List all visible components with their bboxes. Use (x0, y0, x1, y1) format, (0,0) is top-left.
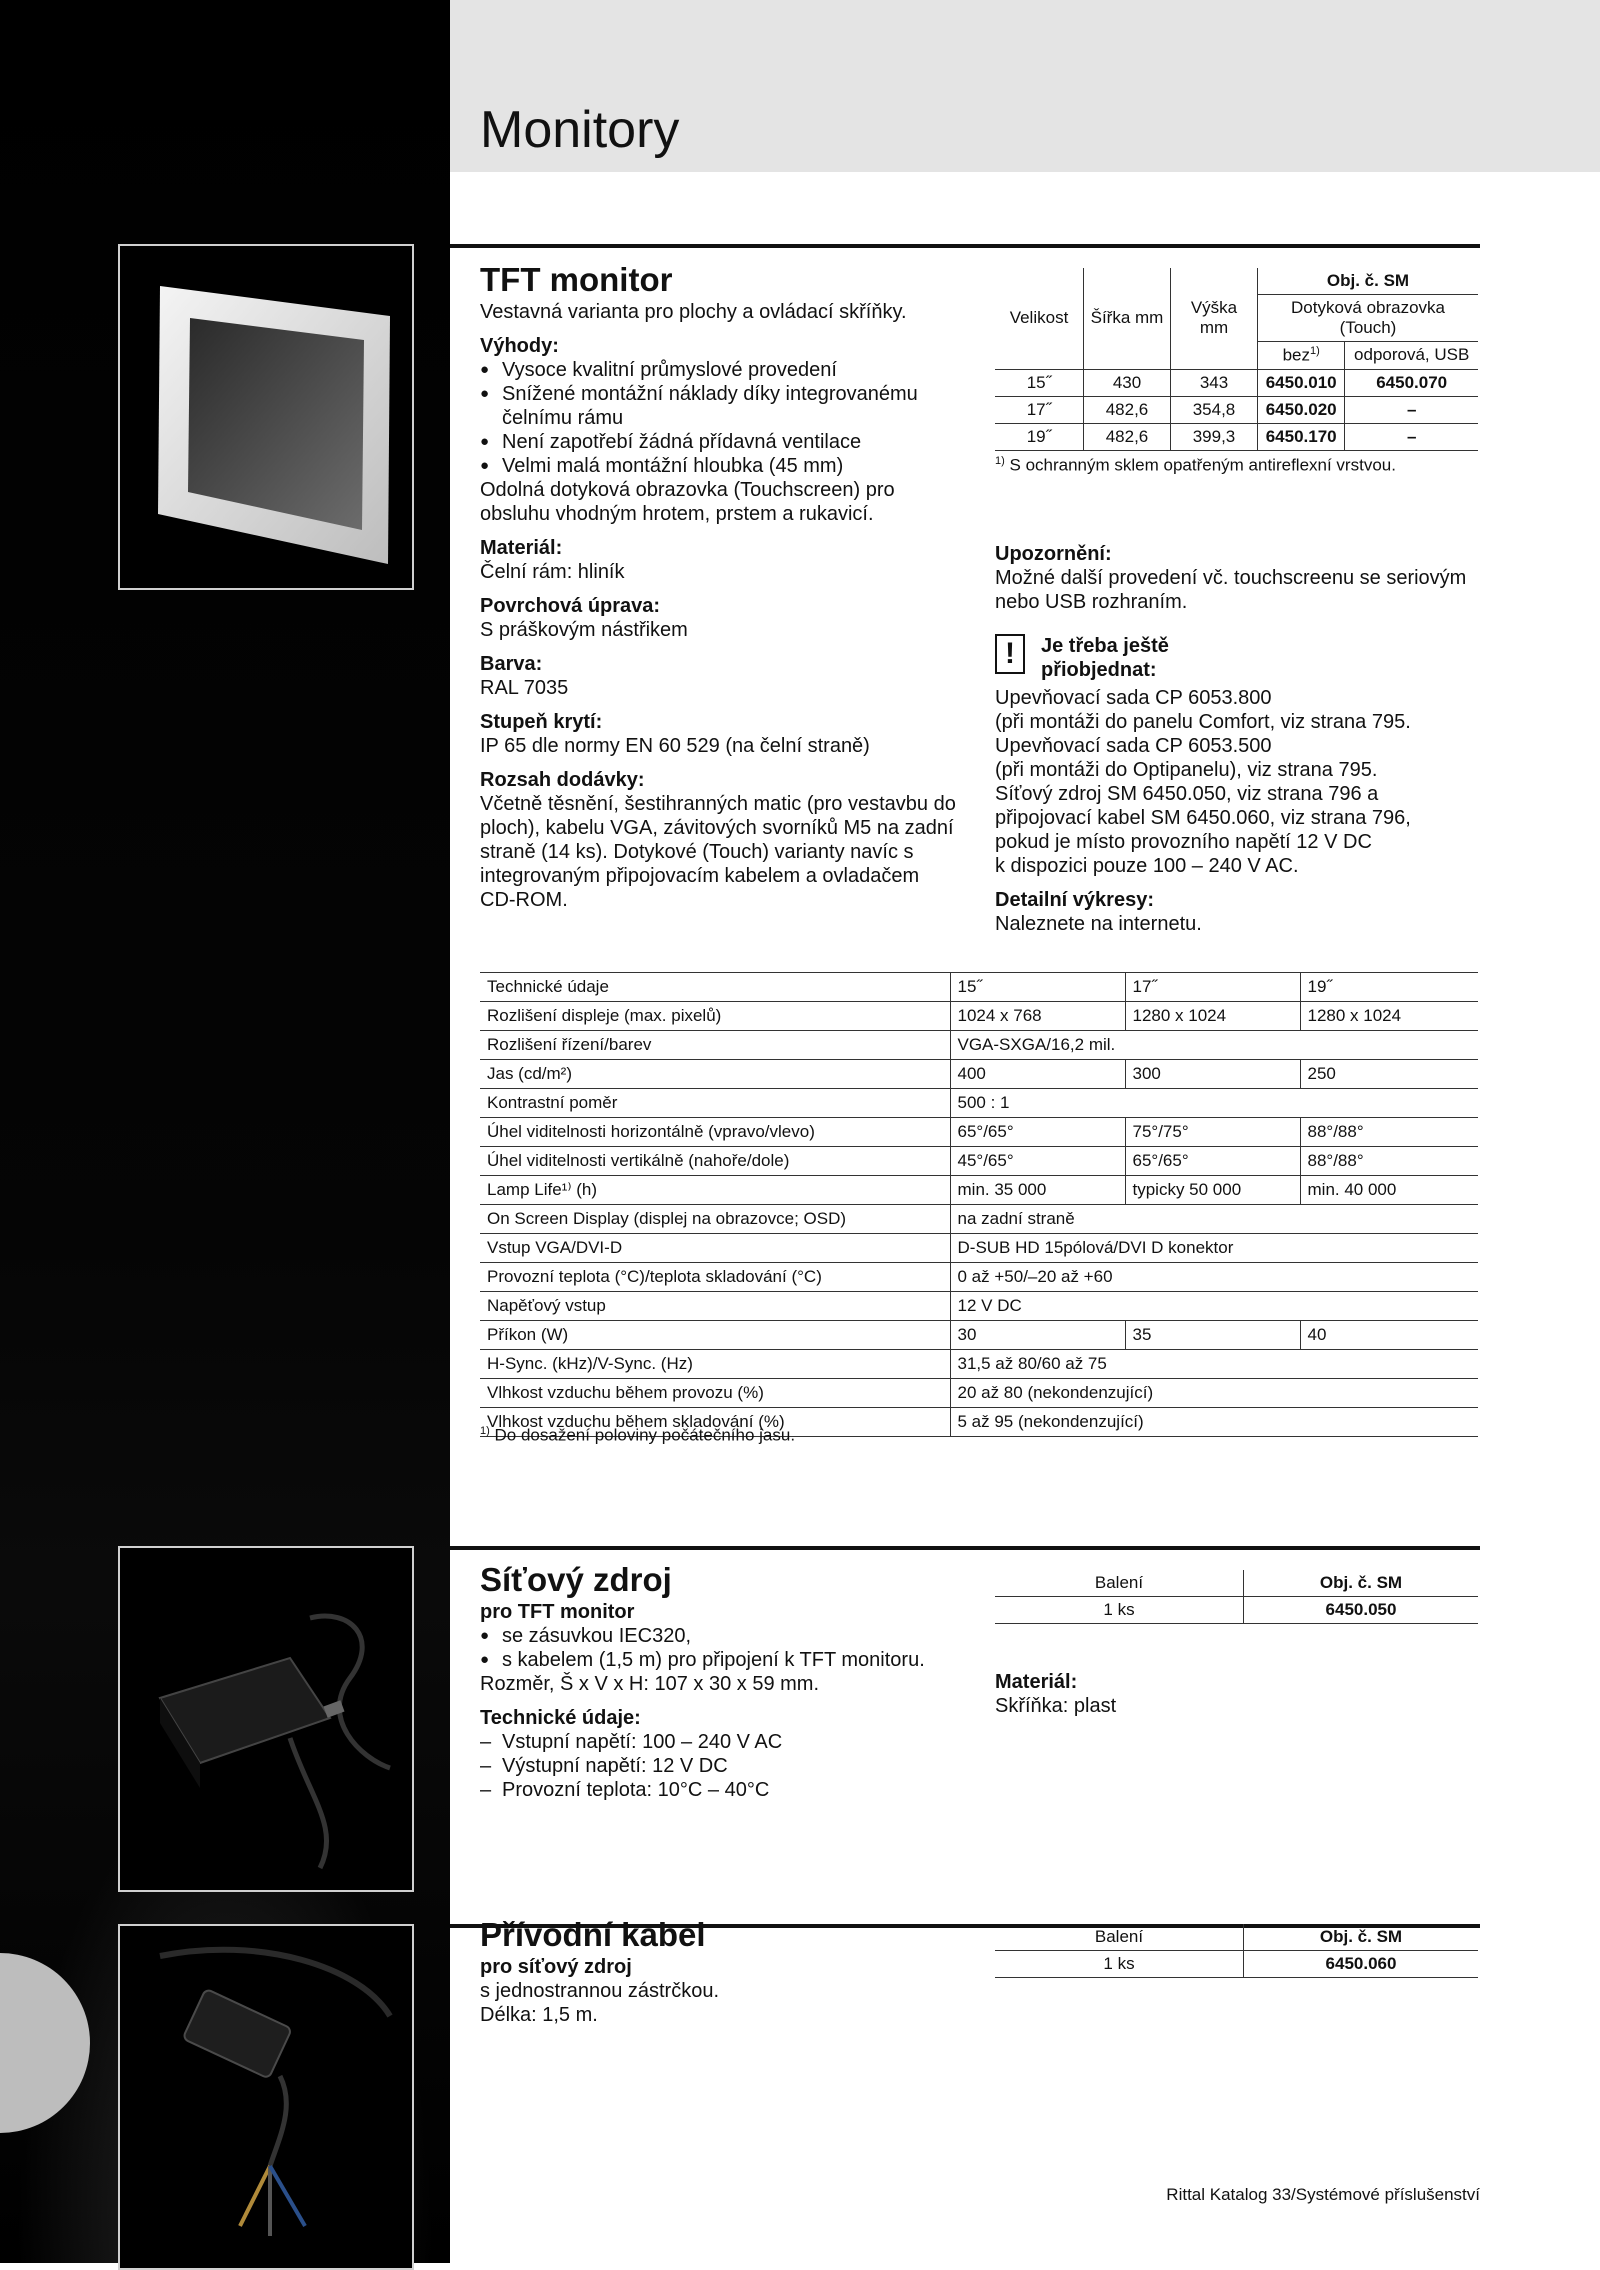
section-rule-tft (450, 244, 1480, 248)
tech-value-cell: 15˝ (950, 973, 1125, 1002)
page-title: Monitory (480, 101, 680, 159)
table-row (480, 973, 1478, 1002)
table-row (480, 1321, 1478, 1350)
surface-value: S práškovým nástřikem (480, 619, 688, 641)
psu-subheading: pro TFT monitor (480, 1601, 635, 1623)
cell-width: 482,6 (1084, 396, 1171, 423)
tech-param-cell: Kontrastní poměr (480, 1089, 950, 1118)
tft-monitor-photo (118, 244, 414, 590)
col-pack-header: Balení (995, 1570, 1244, 1597)
cable-order-block (995, 1924, 1478, 1978)
tft-heading: TFT monitor (480, 261, 673, 298)
exclamation-icon: ! (995, 634, 1025, 674)
order-extra-line: Síťový zdroj SM 6450.050, viz strana 796 a (995, 783, 1379, 805)
section-rule-psu (450, 1546, 1480, 1550)
cell-size: 15˝ (995, 369, 1084, 396)
col-height-header: Výška mm (1171, 268, 1258, 369)
tft-order-table (995, 268, 1478, 451)
psu-tech-item: – Výstupní napětí: 12 V DC (480, 1754, 970, 1778)
order-extra-line: pokud je místo provozního napětí 12 V DC (995, 831, 1372, 853)
psu-tech-item: – Provozní teplota: 10°C – 40°C (480, 1778, 970, 1802)
psu-bullet: ● se zásuvkou IEC320, (480, 1624, 970, 1648)
cable-order-table (995, 1924, 1478, 1978)
tech-value-cell: D-SUB HD 15pólová/DVI D konektor (950, 1234, 1478, 1263)
tech-param-cell: Úhel viditelnosti vertikálně (nahoře/dole) (480, 1147, 950, 1176)
table-row (480, 1234, 1478, 1263)
power-supply-photo (118, 1546, 414, 1892)
tech-value-cell: 500 : 1 (950, 1089, 1478, 1118)
tech-param-cell: Vlhkost vzduchu během skladování (%) (480, 1408, 950, 1437)
order-extra-line: připojovací kabel SM 6450.060, viz strana 796, (995, 807, 1411, 829)
material-value: Čelní rám: hliník (480, 561, 625, 583)
order-table-footnote: $^{1)}$ S ochranným sklem opatřeným antireflexní vrstvou. (995, 454, 1396, 475)
tech-param-cell: On Screen Display (displej na obrazovce; OSD) (480, 1205, 950, 1234)
tech-param-cell: Jas (cd/m²) (480, 1060, 950, 1089)
order-extra-line: k dispozici pouze 100 – 240 V AC. (995, 855, 1299, 877)
table-row (480, 1118, 1478, 1147)
table-row (995, 369, 1478, 396)
tech-param-cell: Vlhkost vzduchu během provozu (%) (480, 1379, 950, 1408)
table-row (995, 1597, 1478, 1624)
cell-order-no-touch: – (1345, 423, 1478, 450)
supply-value: Včetně těsnění, šestihranných matic (pro vestavbu do ploch), kabelu VGA, závitových svorníků M5 na zadní straně (14 ks). Dotykové (Touch) varianty navíc s integrovaným připojovacím kabelem a ovladačem CD-ROM. (480, 793, 956, 911)
tech-param-cell: Provozní teplota (°C)/teplota skladování (°C) (480, 1263, 950, 1292)
cell-order-no-touch: – (1345, 396, 1478, 423)
table-row (480, 1089, 1478, 1118)
order-extra-line: (při montáži do Optipanelu), viz strana 795. (995, 759, 1378, 781)
psu-heading: Síťový zdroj (480, 1561, 672, 1598)
table-row (480, 1292, 1478, 1321)
cell-order-no-touch: 6450.070 (1345, 369, 1478, 396)
tech-value-cell: min. 40 000 (1300, 1176, 1478, 1205)
tech-value-cell: 5 až 95 (nekondenzující) (950, 1408, 1478, 1437)
tech-param-cell: Lamp Life¹⁾ (h) (480, 1176, 950, 1205)
table-row (480, 1350, 1478, 1379)
order-extra-heading (995, 634, 1478, 682)
tech-value-cell: 19˝ (1300, 973, 1478, 1002)
cell-order-no: 6450.170 (1258, 423, 1345, 450)
cell-order-no: 6450.050 (1244, 1597, 1479, 1624)
touch-note: Odolná dotyková obrazovka (Touchscreen) pro obsluhu vhodným hrotem, prstem a rukavicí. (480, 479, 895, 525)
col-pack-header: Balení (995, 1924, 1244, 1951)
table-row (995, 1951, 1478, 1978)
cell-height: 343 (1171, 369, 1258, 396)
tech-value-cell: 40 (1300, 1321, 1478, 1350)
tech-param-cell: Úhel viditelnosti horizontálně (vpravo/vlevo) (480, 1118, 950, 1147)
cell-size: 19˝ (995, 423, 1084, 450)
cell-pack: 1 ks (995, 1951, 1244, 1978)
psu-order-block (995, 1570, 1478, 1718)
advantage-item: ● Není zapotřebí žádná přídavná ventilace (480, 430, 960, 454)
drawings-value: Naleznete na internetu. (995, 913, 1202, 935)
order-extra-line: Upevňovací sada CP 6053.500 (995, 735, 1272, 757)
tech-value-cell: VGA-SXGA/16,2 mil. (950, 1031, 1478, 1060)
protection-label: Stupeň krytí: (480, 711, 603, 733)
psu-material-value: Skříňka: plast (995, 1695, 1117, 1717)
tech-param-cell: Vstup VGA/DVI-D (480, 1234, 950, 1263)
cell-order-no: 6450.020 (1258, 396, 1345, 423)
note-value: Možné další provedení vč. touchscreenu se seriovým nebo USB rozhraním. (995, 567, 1467, 613)
tech-param-cell: Technické údaje (480, 973, 950, 1002)
table-row (995, 396, 1478, 423)
tech-value-cell: 88°/88° (1300, 1147, 1478, 1176)
psu-dimensions: Rozměr, Š x V x H: 107 x 30 x 59 mm. (480, 1673, 820, 1695)
table-row (480, 1176, 1478, 1205)
order-extra-line: Upevňovací sada CP 6053.800 (995, 687, 1272, 709)
table-row (995, 423, 1478, 450)
psu-description (480, 1560, 970, 1802)
advantage-item: ● Snížené montážní náklady díky integrovanému čelnímu rámu (480, 382, 960, 430)
cable-line: Délka: 1,5 m. (480, 2004, 598, 2026)
tech-value-cell: 31,5 až 80/60 až 75 (950, 1350, 1478, 1379)
cable-subheading: pro síťový zdroj (480, 1956, 632, 1978)
tech-value-cell: 65°/65° (950, 1118, 1125, 1147)
tech-param-cell: H-Sync. (kHz)/V-Sync. (Hz) (480, 1350, 950, 1379)
cell-width: 482,6 (1084, 423, 1171, 450)
psu-tech-item: – Vstupní napětí: 100 – 240 V AC (480, 1730, 970, 1754)
tech-param-cell: Napěťový vstup (480, 1292, 950, 1321)
power-cable-photo (118, 1924, 414, 2270)
surface-label: Povrchová úprava: (480, 595, 661, 617)
tech-value-cell: 35 (1125, 1321, 1300, 1350)
tft-description (480, 260, 960, 912)
table-row (480, 1379, 1478, 1408)
col-without-header: bez$^{1)}$ (1258, 342, 1345, 370)
cell-size: 17˝ (995, 396, 1084, 423)
table-row (480, 1002, 1478, 1031)
cable-description (480, 1915, 970, 2027)
col-size-header: Velikost (995, 268, 1084, 369)
tech-value-cell: 30 (950, 1321, 1125, 1350)
tech-value-cell: 20 až 80 (nekondenzující) (950, 1379, 1478, 1408)
tech-value-cell: 1280 x 1024 (1300, 1002, 1478, 1031)
advantage-item: ● Vysoce kvalitní průmyslové provedení (480, 358, 960, 382)
tech-value-cell: min. 35 000 (950, 1176, 1125, 1205)
tech-value-cell: typicky 50 000 (1125, 1176, 1300, 1205)
tech-value-cell: 65°/65° (1125, 1147, 1300, 1176)
tech-param-cell: Rozlišení řízení/barev (480, 1031, 950, 1060)
table-row (480, 1205, 1478, 1234)
catalog-footer: Rittal Katalog 33/Systémové příslušenství (1166, 2185, 1480, 2204)
col-order-header: Obj. č. SM (1244, 1570, 1479, 1597)
table-row (480, 1031, 1478, 1060)
col-touch-header: Dotyková obrazovka (Touch) (1258, 295, 1479, 342)
material-label: Materiál: (480, 537, 563, 559)
tech-param-cell: Příkon (W) (480, 1321, 950, 1350)
cable-heading: Přívodní kabel (480, 1916, 706, 1953)
tech-value-cell: 1024 x 768 (950, 1002, 1125, 1031)
tech-data-table (480, 972, 1478, 1437)
table-row (480, 1147, 1478, 1176)
tech-param-cell: Rozlišení displeje (max. pixelů) (480, 1002, 950, 1031)
supply-label: Rozsah dodávky: (480, 769, 645, 791)
tft-notes (995, 542, 1478, 936)
tech-value-cell: 88°/88° (1300, 1118, 1478, 1147)
psu-material-label: Materiál: (995, 1671, 1078, 1693)
tech-value-cell: 17˝ (1125, 973, 1300, 1002)
advantages-label: Výhody: (480, 335, 559, 357)
tech-value-cell: 1280 x 1024 (1125, 1002, 1300, 1031)
tft-intro: Vestavná varianta pro plochy a ovládací skříňky. (480, 301, 907, 323)
order-extra-line: (při montáži do panelu Comfort, viz strana 795. (995, 711, 1411, 733)
tech-value-cell: na zadní straně (950, 1205, 1478, 1234)
cell-height: 399,3 (1171, 423, 1258, 450)
col-width-header: Šířka mm (1084, 268, 1171, 369)
color-label: Barva: (480, 653, 543, 675)
psu-material (995, 1670, 1478, 1718)
protection-value: IP 65 dle normy EN 60 529 (na čelní straně) (480, 735, 870, 757)
table-row (480, 1060, 1478, 1089)
cell-order-no: 6450.010 (1258, 369, 1345, 396)
cell-height: 354,8 (1171, 396, 1258, 423)
col-order-header: Obj. č. SM (1244, 1924, 1479, 1951)
color-value: RAL 7035 (480, 677, 569, 699)
cell-pack: 1 ks (995, 1597, 1244, 1624)
tech-value-cell: 400 (950, 1060, 1125, 1089)
cell-width: 430 (1084, 369, 1171, 396)
tech-value-cell: 45°/65° (950, 1147, 1125, 1176)
cell-order-no: 6450.060 (1244, 1951, 1479, 1978)
psu-tech-label: Technické údaje: (480, 1707, 641, 1729)
advantage-item: ● Velmi malá montážní hloubka (45 mm) (480, 454, 960, 478)
tech-value-cell: 300 (1125, 1060, 1300, 1089)
note-label: Upozornění: (995, 543, 1112, 565)
order-extra-label: Je třeba ještě přiobjednat: (1041, 635, 1169, 681)
table-row (480, 1263, 1478, 1292)
tft-order-block (995, 268, 1478, 475)
tech-value-cell: 75°/75° (1125, 1118, 1300, 1147)
tech-value-cell: 12 V DC (950, 1292, 1478, 1321)
col-order-header: Obj. č. SM (1258, 268, 1479, 295)
psu-order-table (995, 1570, 1478, 1624)
cable-line: s jednostrannou zástrčkou. (480, 1980, 720, 2002)
drawings-label: Detailní výkresy: (995, 889, 1154, 911)
tech-value-cell: 0 až +50/–20 až +60 (950, 1263, 1478, 1292)
tech-footnote: $^{1)}$ Do dosažení poloviny počátečního jasu. (480, 1425, 796, 1445)
psu-bullet: ● s kabelem (1,5 m) pro připojení k TFT monitoru. (480, 1648, 970, 1672)
tech-value-cell: 250 (1300, 1060, 1478, 1089)
col-resistive-header: odporová, USB (1345, 342, 1478, 370)
